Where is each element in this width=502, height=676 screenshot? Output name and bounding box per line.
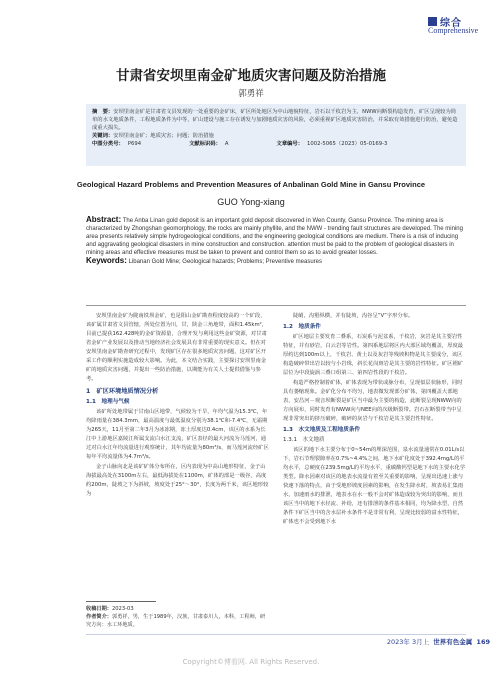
article-no-label: 文章编号： <box>276 141 304 147</box>
en-abstract-label: Abstract: <box>86 216 122 224</box>
english-abstract <box>86 216 466 306</box>
clc-label: 中图分类号： <box>92 141 124 147</box>
received-date: 2023-03 <box>111 606 134 612</box>
body-right-column <box>283 312 466 612</box>
abstract-text: 安坝里南金矿是甘肃省文县发现的一处重要的金矿床，矿区所处地区为中山地貌特征，岩石以千枚岩为主，NWW向断裂构造发育，矿区呈现较为简单的水文地质条件，工程地质条件为中等，矿山建设与施工存在诱发与加剧地质灾害的风险，必须重视矿区地质灾害防治，并采取有效措施进行防治，避免造成重大损失。 <box>92 109 458 131</box>
keywords-text: 安坝里南金矿；地质灾害；问题；防治措施 <box>113 133 214 139</box>
body-paragraph: 该区的地下水主要分布于0~54m的埋深范围，泉水流量通常在0.01L/s以下，岩石节理裂隙率在0.7%~4.4%之间，地下水矿化度处于392.4mg/L的平均水平，总硬度在239.5mg/L的平均水平，重碳酸钙型是地下水的主要水化学类型。降水因素对该区的地表水流量有着至关重要的影响，呈现出迅速上涨与快速下落的特点，由于受地形坡度因素的影响，在发生降水时，坡表易汇集雨水，加速雨水的排泄，地表水在水一般不会对矿体造成较为突出的影响，而且该区当中的地下水径流、补给，还有排泄的条件基本相同，均为降水型，自然条件下矿区当中的含水层补水条件不是非常有利，呈现比较弱的富水性特征，矿体也不会受到地下水 <box>283 447 466 525</box>
abstract-label: 摘 要： <box>92 109 114 115</box>
article-author: 郭勇祥 <box>238 89 264 99</box>
copyright-watermark: Copyright©博看网. All Rights Reserved. <box>182 658 320 666</box>
footnote <box>86 605 266 629</box>
body-paragraph: 陡峭，沟壑纵横，并有陡坡，沟谷呈“V”字形分布。 <box>293 313 414 319</box>
divider <box>86 305 466 306</box>
english-title: Geological Hazard Problems and Prevention Measures of Anbalinan Gold Mine in Gansu Province <box>76 180 426 189</box>
body-paragraph: 金子山脉向北是该矿矿体分布所在，区内表现为中高山地形特征，金子山海拔最高处在3100m左右，最低海拔处在1100m，矿体的部是一级谷，高度约200m，陡坡之下为斜坡，坡度处于25°～30°，长度为两千米，该区地形较为 <box>86 464 269 497</box>
clc-value: P694 <box>127 141 142 147</box>
footnote-rule <box>86 601 156 602</box>
received-label: 收稿日期： <box>86 606 112 612</box>
section-heading: 1.1 地理与气候 <box>86 399 130 405</box>
doc-code-label: 文献标识码： <box>189 141 221 147</box>
en-abstract-text: The Anba Linan gold deposit is an important gold deposit discovered in Wen County, Gansu Province. The mining area is characterized by Zhongshan geomorphology, the rocks are mainly phyllite, and the NWW - trending fault structures are developed. The mining area presents relatively simple hydrogeological conditions, and the engineering geological conditions are medium. There is a risk of inducing and aggravating geological disasters in mine construction and construction. attention must be paid to the problem of geological disasters in mining areas and effective measures must be taken to prevent and control them so as to avoid greater losses. <box>86 218 463 256</box>
article-title: 甘肃省安坝里南金矿地质灾害问题及防治措施 <box>116 68 386 84</box>
section-badge <box>428 14 492 36</box>
section-heading: 1.3.1 水文地质 <box>283 437 325 443</box>
english-author: GUO Yong-xiang <box>217 197 285 207</box>
en-keywords-label: Keywords: <box>86 256 127 265</box>
footer-rule <box>86 634 466 635</box>
section-heading: 1.2 地质条件 <box>283 324 321 330</box>
page-number: 169 <box>476 638 490 646</box>
doc-code-value: A <box>224 141 229 147</box>
journal-name: 世界有色金属 <box>433 638 473 646</box>
journal-issue: 2023年 3月上 <box>386 638 430 646</box>
classification-row <box>92 140 460 148</box>
author-info-label: 作者简介： <box>86 614 112 620</box>
body-left-column <box>86 312 269 612</box>
journal-footer <box>300 637 490 646</box>
section-heading: 1.3 水文地质及工程地质条件 <box>283 427 361 433</box>
author-info: 郭勇祥，男，生于1989年，汉族，甘肃泰川人，本科，工程师，研究方向：水工环地质。 <box>86 614 266 628</box>
section-en: Comprehensive <box>428 26 479 35</box>
section-cn: 综合 <box>440 18 462 29</box>
body-paragraph: 安坝里南金矿为陇南铁坝金矿，也是阳山金矿勘查程度较高的一个矿段，该矿属甘肃省文县管辖，所处位置为川，甘，陕金三角地带，面积1.45km²，目前已提获162.428吨的金矿资源量，合理开发与利用这些金矿资源，对甘肃省金矿产业发展以及推动当地经济社会发展具有非常重要的现实意义。但在对安坝里南金矿勘查研究过程中，发现矿区存在很多地质灾害问题，这对矿区开采工作的顺利实施造成较大影响。为此，本文结合实践，主要探讨安坝里南金矿的地质灾害问题，并提出一些防治措施，以期能为有关人士提供借鉴与参考。 <box>86 313 268 382</box>
en-keywords-text: Libanan Gold Mine; Geological hazards; Problems; Preventive measures <box>128 259 323 265</box>
keywords <box>92 132 460 140</box>
keywords-label: 关键词： <box>92 133 114 139</box>
body-paragraph: 构造严格控制着矿体，矿体表现为带状或脉分布，呈现似层状脉形，同时具有萎缩现象。金矿化分布不均匀，地表微发现部分矿体，第四覆盖大部地表，安昌河－观音坝断裂是矿区当中最为主要的构造，此断裂呈现NWW向的方向展布，同时发育有NWW向与NEE向的次级断裂带。岩石在断裂带当中呈现非常突出的挤压破碎，破碎的灰岩与千枚岩是其主要岩性特征。 <box>283 380 463 422</box>
section-heading: 1 矿区环境地质情况分析 <box>86 388 159 395</box>
abstract <box>92 108 460 132</box>
body-paragraph: 该矿所处地带属于甘南山区地带，气候较为干旱，年均气温为15.3℃，年均降雨量在384.3mm，最高温度与最低温度分别为38.1℃和-7.4℃，无霜期为265天，11月至第二年3月为冰冻期，冻土厚度达0.4cm，该区的水系为长江中上游地区嘉陵江所属支流白水江支流，矿区表径的最大河流为马莲河，通过对白水江年均流量进行观察统计，其年均流量为80m³/s，而马莲河流经矿区每年平均流量体为4.7m³/s。 <box>86 409 269 460</box>
section-square-icon <box>428 17 437 26</box>
article-no-value: 1002-5065（2023）05-0169-3 <box>307 141 388 147</box>
abstract-box <box>86 104 466 166</box>
body-paragraph: 矿区地层主要发育二叠系，石炭系与泥盆系，千枚岩，灰岩是其主要岩性特征，并有砂岩，白云岩等岩性。第四系地层将区内大部区域均覆盖，厚度最厚约达到100m以上，千枚岩、黄土以及灰岩等残坡积物是其主要成分，该区构造破碎带出岩以较与小岩珠，斜长花岗斑岩是其主要的岩性特征。矿区褶矿层位为中段旋涡三叠口组第三、第四岩性段的千枚岩。 <box>283 334 464 376</box>
